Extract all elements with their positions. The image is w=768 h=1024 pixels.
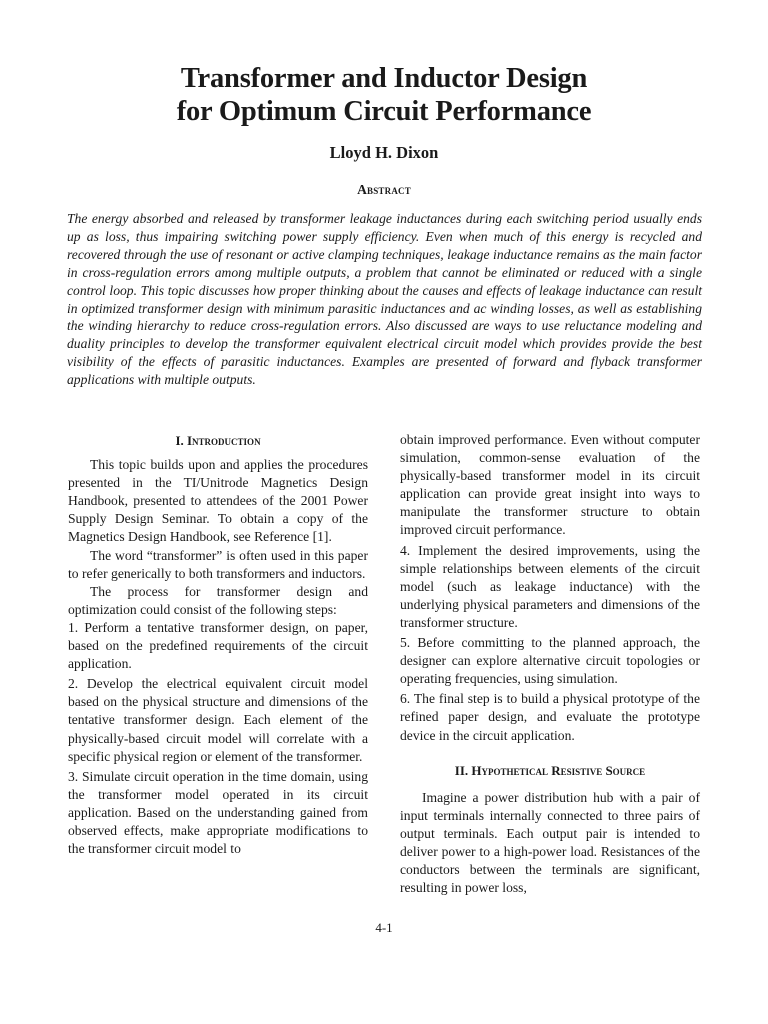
section2-paragraph-1: Imagine a power distribution hub with a pair of input terminals internally connected to three pairs of output terminals. Each output pair is intended to deliver power to a high-power load. Resistances of the conductors between the terminals are significant, resulting in power loss, <box>400 789 700 896</box>
step-6: 6. The final step is to build a physical prototype of the refined paper design, and evaluate the prototype device in the circuit application. <box>400 691 700 743</box>
title-line-1: Transformer and Inductor Design <box>180 63 588 94</box>
step-3: 3. Simulate circuit operation in the time domain, using the transformer model operated in its circuit application. Based on the understanding gained from observed effects, make appropriate modifications to the transformer circuit model to <box>68 768 368 857</box>
step-3-continued: obtain improved performance. Even without computer simulation, common-sense evaluation of the physically-based transformer model in its circuit application can provide great insight into ways to manipulate the transformer structure to obtain improved circuit performance. <box>400 432 700 538</box>
right-column <box>400 431 700 897</box>
paper-title <box>0 62 768 128</box>
page-number: 4-1 <box>375 920 393 935</box>
intro-paragraph-3: The process for transformer design and optimization could consist of the following steps: <box>68 583 368 617</box>
abstract-text: The energy absorbed and released by transformer leakage inductances during each switching period usually ends up as loss, thus impairing switching power supply efficiency. Even when much of this energy is recycled and recovered through the use of resonant or active clamping techniques, leakage inductance remains as the main factor in cross-regulation errors among multiple outputs, a problem that cannot be eliminated or reduced with a single control loop. This topic discusses how proper thinking about the causes and effects of leakage inductance can result in optimized transformer design with minimum parasitic inductances and ac winding losses, as well as establishing the winding hierarchy to reduce cross-regulation errors. Also discussed are ways to use reluctance modeling and duality principles to develop the transformer equivalent electrical circuit model which provides provide the best visibility of the effects of parasitic inductances. Examples are presented of forward and flyback transformer applications with multiple outputs. <box>67 211 702 388</box>
left-column <box>68 431 368 858</box>
step-4: 4. Implement the desired improvements, using the simple relationships between elements of the circuit model (such as leakage inductance) with the underlying physical parameters and dimensions of the transformer structure. <box>400 542 700 630</box>
section-heading-hypothetical-resistive-source: II. Hypothetical Resistive Source <box>454 762 646 778</box>
section-heading-introduction: I. Introduction <box>175 433 261 448</box>
intro-paragraph-1: This topic builds upon and applies the procedures presented in the TI/Unitrode Magnetics Design Handbook, presented to attendees of the 2001 Power Supply Design Seminar. To obtain a copy of the Magnetics Design Handbook, see Reference [1]. <box>68 457 368 545</box>
author-name: Lloyd H. Dixon <box>329 143 439 162</box>
step-2: 2. Develop the electrical equivalent circuit model based on the physical structure and dimensions of the tentative transformer design. Each element of the physically-based circuit model will correlate with a specific physical region or element of the transformer. <box>68 676 368 764</box>
step-5: 5. Before committing to the planned approach, the designer can explore alternative circuit topologies or operating frequencies, using simulation. <box>400 635 700 687</box>
title-line-2: for Optimum Circuit Performance <box>176 96 592 127</box>
step-1: 1. Perform a tentative transformer design, on paper, based on the predefined requirements of the circuit application. <box>68 619 368 672</box>
abstract-heading: Abstract <box>357 182 411 197</box>
intro-paragraph-2: The word “transformer” is often used in this paper to refer generically to both transformers and inductors. <box>68 547 368 581</box>
